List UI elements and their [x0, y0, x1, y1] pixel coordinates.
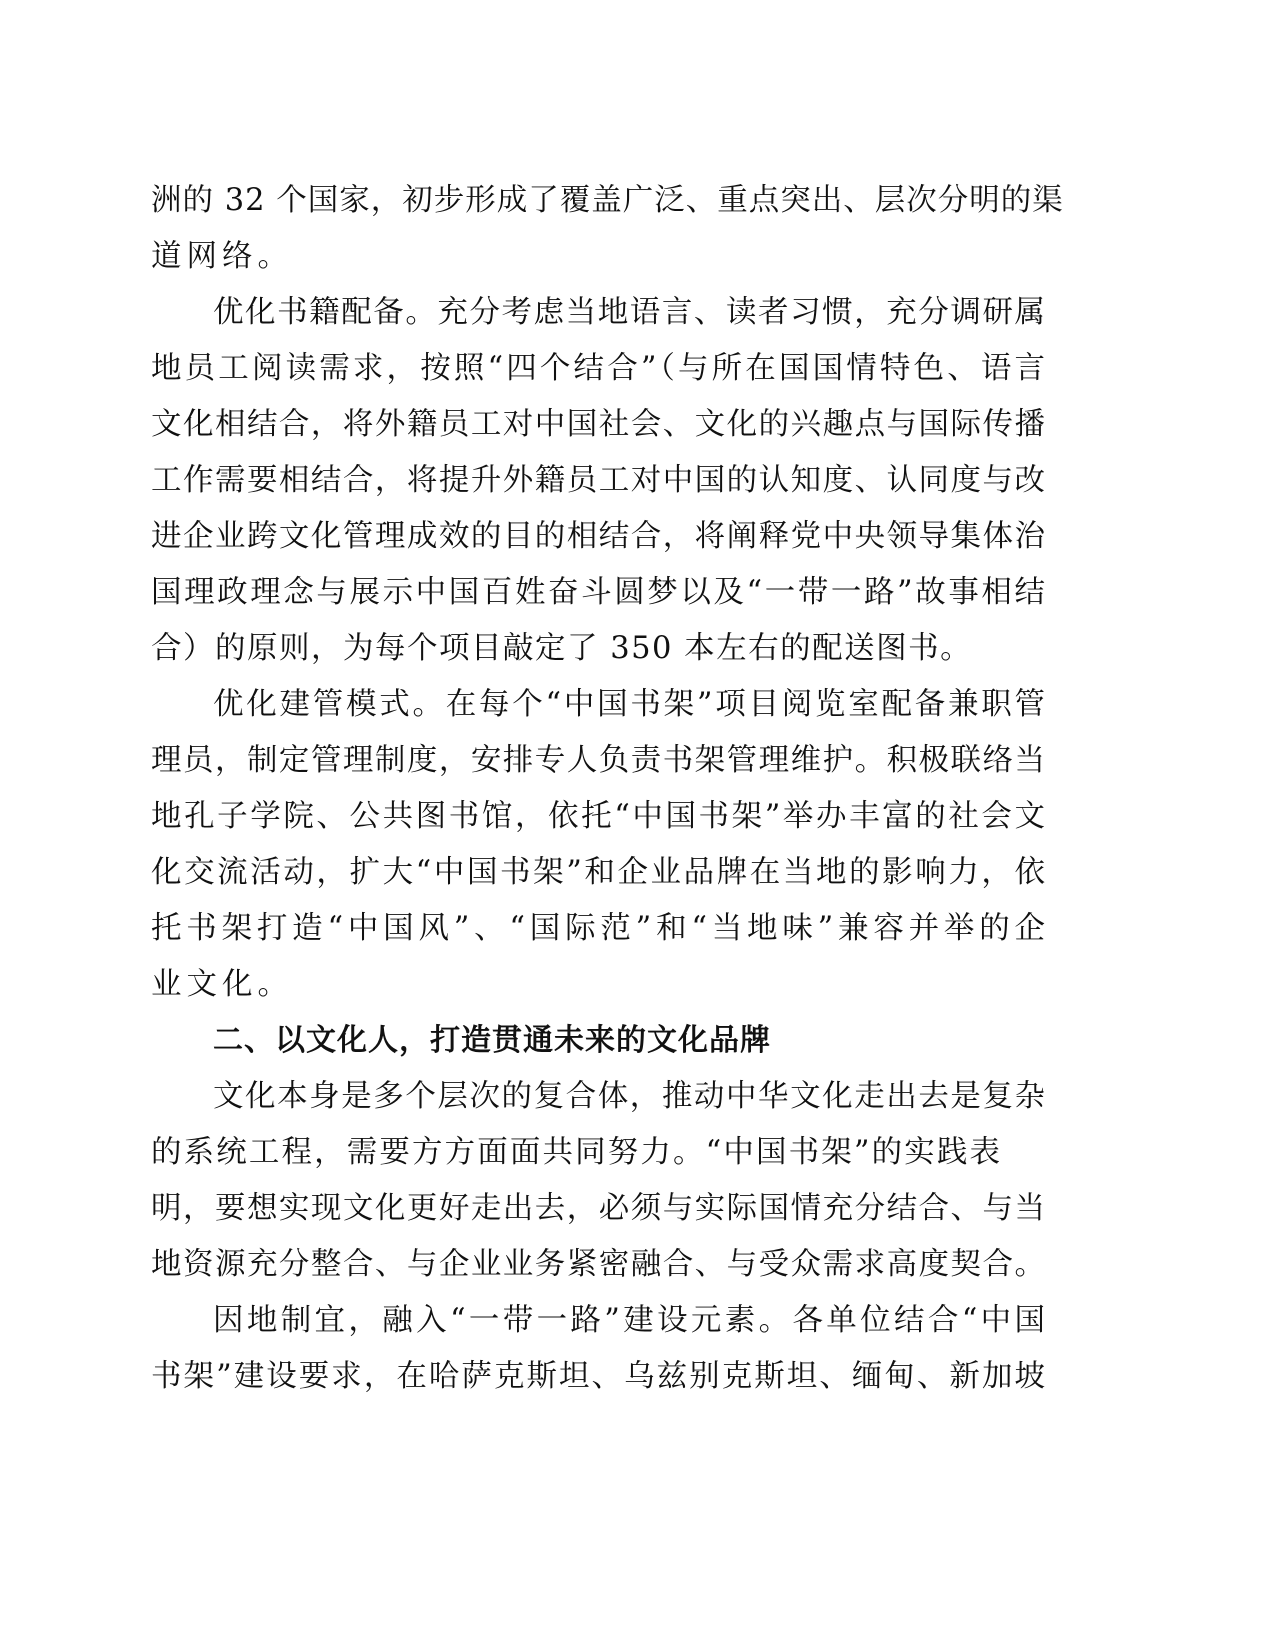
text-line: 地资源充分整合、与企业业务紧密融合、与受众需求高度契合。: [151, 1247, 1046, 1282]
text-line: 书架”建设要求，在哈萨克斯坦、乌兹别克斯坦、缅甸、新加坡: [151, 1359, 1046, 1394]
text-line: 化交流活动，扩大“中国书架”和企业品牌在当地的影响力，依: [151, 855, 1046, 890]
paragraph-start-line: 优化书籍配备。充分考虑当地语言、读者习惯，充分调研属: [213, 295, 1046, 330]
text-line: 明，要想实现文化更好走出去，必须与实际国情充分结合、与当: [151, 1191, 1046, 1226]
text-line: 业文化。: [151, 967, 293, 1002]
text-line: 的系统工程，需要方方面面共同努力。“中国书架”的实践表: [151, 1135, 1001, 1170]
section-heading: 二、以文化人，打造贯通未来的文化品牌: [213, 1023, 771, 1058]
text-line: 地员工阅读需求，按照“四个结合”（与所在国国情特色、语言: [151, 351, 1046, 386]
text-line: 文化相结合，将外籍员工对中国社会、文化的兴趣点与国际传播: [151, 407, 1046, 442]
text-line: 托书架打造“中国风”、“国际范”和“当地味”兼容并举的企: [151, 911, 1046, 946]
text-line: 进企业跨文化管理成效的目的相结合，将阐释党中央领导集体治: [151, 519, 1046, 554]
text-line: 洲的 32 个国家，初步形成了覆盖广泛、重点突出、层次分明的渠: [151, 183, 1064, 218]
text-line: 合）的原则，为每个项目敲定了 350 本左右的配送图书。: [151, 631, 973, 666]
text-line: 道网络。: [151, 239, 293, 274]
text-line: 国理政理念与展示中国百姓奋斗圆梦以及“一带一路”故事相结: [151, 575, 1046, 610]
text-line: 理员，制定管理制度，安排专人负责书架管理维护。积极联络当: [151, 743, 1046, 778]
text-line: 地孔子学院、公共图书馆，依托“中国书架”举办丰富的社会文: [151, 799, 1046, 834]
paragraph-start-line: 优化建管模式。在每个“中国书架”项目阅览室配备兼职管: [213, 687, 1046, 722]
paragraph-start-line: 因地制宜，融入“一带一路”建设元素。各单位结合“中国: [213, 1303, 1046, 1338]
paragraph-start-line: 文化本身是多个层次的复合体，推动中华文化走出去是复杂: [213, 1079, 1046, 1114]
text-line: 工作需要相结合，将提升外籍员工对中国的认知度、认同度与改: [151, 463, 1046, 498]
